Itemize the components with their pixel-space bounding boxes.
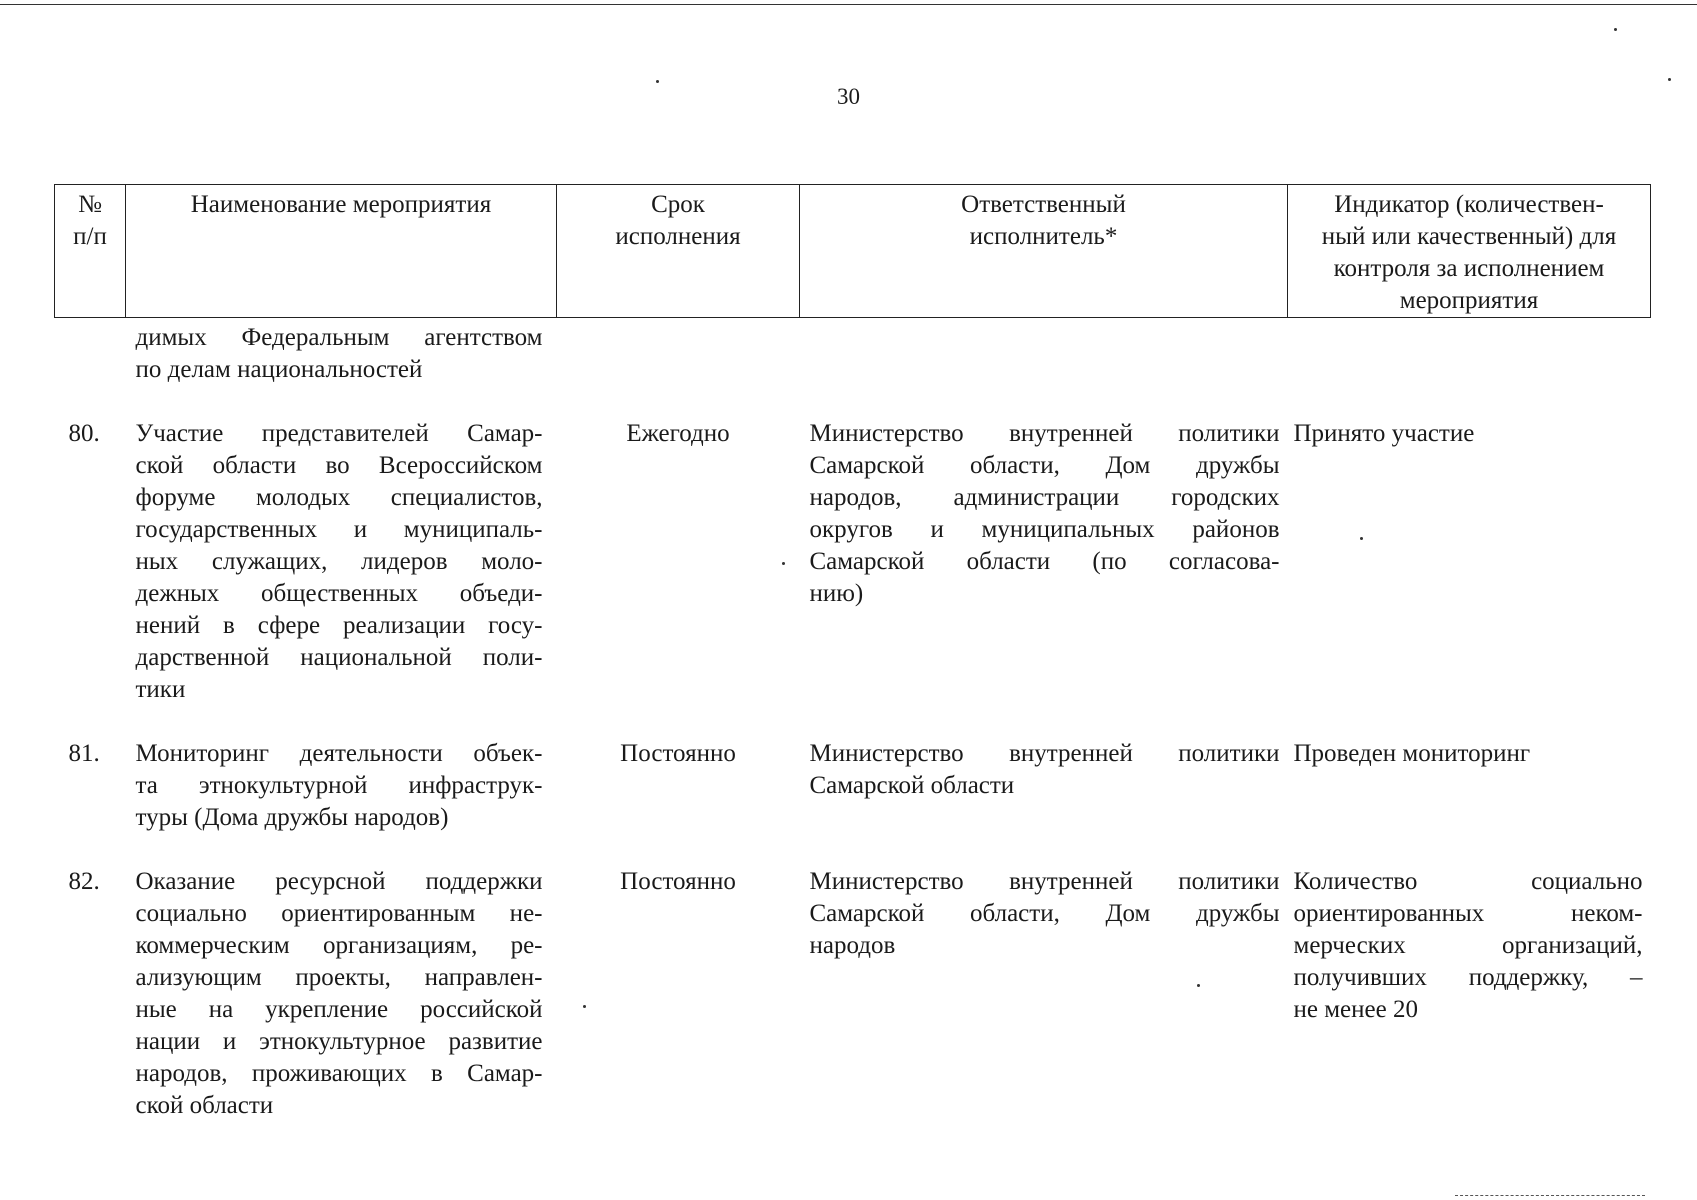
table-row [55, 418, 1651, 706]
row-measure-name: Мониторинг деятельности объек- та этнокультурной инфраструк- туры (Дома дружбы народов) [135, 740, 543, 831]
scan-speck [1668, 78, 1671, 81]
table-header-row [55, 185, 1651, 318]
row-number: 81. [68, 740, 100, 767]
row-indicator: Количество социально ориентированных неком- мерческих организаций, получивших поддержку, – не менее 20 [1293, 868, 1643, 1023]
row-measure-name: Оказание ресурсной поддержки социально ориентированным не- коммерческим организациям, ре- ализующим проекты, направлен- ные на укрепление российской нации и этнокультурное развитие народов, проживающих в Самар- ской области [135, 868, 543, 1119]
page-number: 30 [837, 84, 860, 109]
row-indicator: Проведен мониторинг [1293, 740, 1531, 767]
header-number: № п/п [55, 185, 126, 318]
row-deadline: Ежегодно [626, 420, 730, 447]
row-number: 80. [68, 420, 100, 447]
top-rule [0, 4, 1697, 5]
scan-speck [583, 1005, 586, 1008]
scan-speck [1197, 984, 1200, 987]
row-indicator: Принято участие [1293, 420, 1475, 447]
row-responsible: Министерство внутренней политики Самарской области [809, 740, 1280, 799]
row-responsible: Министерство внутренней политики Самарской области, Дом дружбы народов [809, 868, 1280, 959]
row-measure-name: Участие представителей Самар- ской области во Всероссийском форуме молодых специалистов, государственных и муниципаль- ных служащих, лидеров моло- дежных общественных объеди- нений в сфере реализации госу- дарственной национальной поли- тики [135, 420, 543, 703]
scan-speck [782, 562, 785, 565]
table-row [55, 738, 1651, 834]
row-deadline: Постоянно [620, 868, 736, 895]
table-row [55, 866, 1651, 1122]
row-number: 82. [68, 868, 100, 895]
bottom-dash [1455, 1195, 1645, 1196]
header-indicator: Индикатор (количествен- ный или качественный) для контроля за исполнением мероприятия [1288, 185, 1651, 318]
table-row-continuation [55, 318, 1651, 387]
header-deadline: Срок исполнения [557, 185, 800, 318]
scan-speck [1614, 28, 1617, 31]
header-measure-name: Наименование мероприятия [126, 185, 557, 318]
row-deadline: Постоянно [620, 740, 736, 767]
header-responsible: Ответственный исполнитель* [800, 185, 1288, 318]
scan-speck [656, 80, 659, 83]
measures-table [54, 184, 1651, 1122]
continuation-name: димых Федеральным агентством по делам национальностей [135, 324, 543, 383]
scan-speck [1360, 537, 1363, 540]
row-responsible: Министерство внутренней политики Самарской области, Дом дружбы народов, администрации городских округов и муниципальных районов Самарской области (по согласова- нию) [809, 420, 1280, 607]
